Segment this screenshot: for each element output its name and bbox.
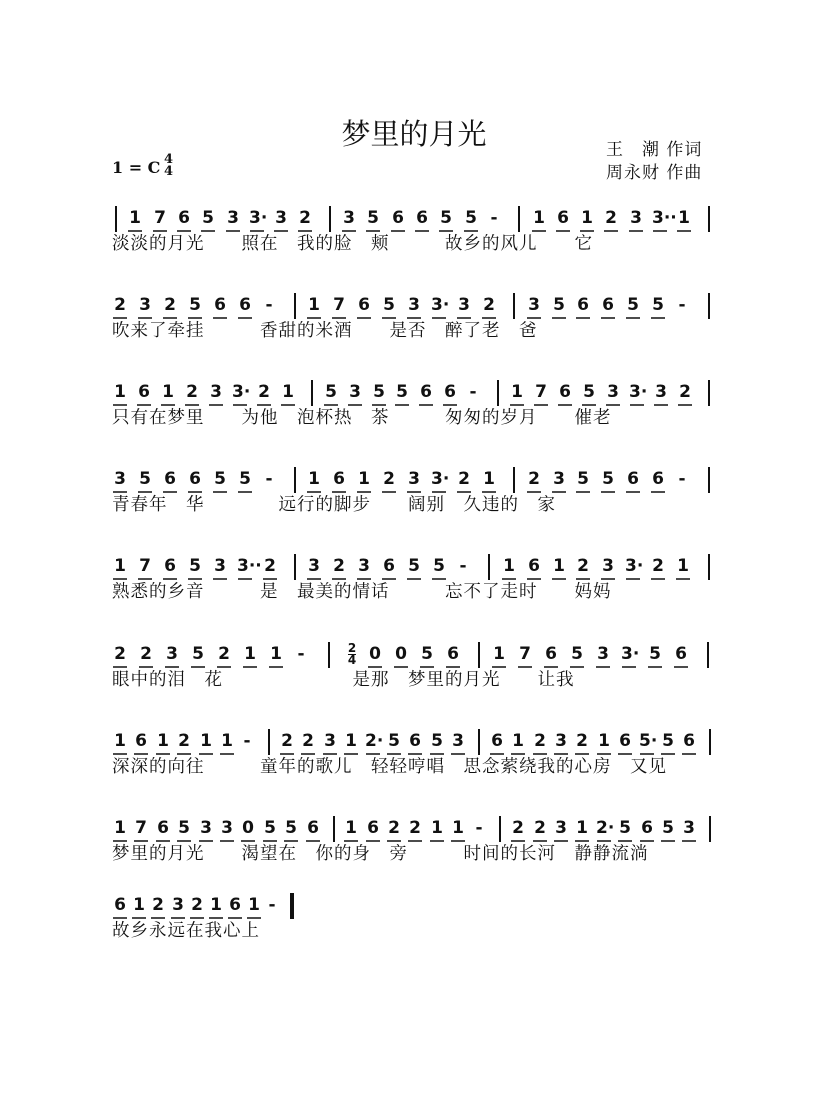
note: 2 xyxy=(576,731,588,751)
note: 2 xyxy=(114,295,126,315)
key-signature: 1 = C xyxy=(112,158,161,177)
note: 3 xyxy=(210,382,222,402)
note: 3· xyxy=(431,295,450,315)
note: 3 xyxy=(214,556,226,576)
note: 3 xyxy=(602,556,614,576)
note: 3· xyxy=(625,556,644,576)
note: 3 xyxy=(308,556,320,576)
note: 5 xyxy=(421,644,433,664)
note: 3 xyxy=(324,731,336,751)
note: 1 xyxy=(533,208,545,228)
note: 1 xyxy=(345,818,357,838)
barline xyxy=(268,729,270,755)
note: 3 xyxy=(358,556,370,576)
final-barline xyxy=(290,893,294,919)
note: 6 xyxy=(239,295,251,315)
note: 5 xyxy=(627,295,639,315)
note: 6 xyxy=(545,644,557,664)
note: 5 xyxy=(396,382,408,402)
note: 6 xyxy=(420,382,432,402)
note: 6 xyxy=(307,818,319,838)
lyrics-row: 深深的向往 童年的歌儿 轻轻哼唱 思念萦绕我的心房 又见 xyxy=(112,757,667,777)
note: 0 xyxy=(395,644,407,664)
note: 6 xyxy=(164,469,176,489)
note: 3 xyxy=(349,382,361,402)
note: 3 xyxy=(683,818,695,838)
note: 1 xyxy=(200,731,212,751)
note: 1 xyxy=(576,818,588,838)
barline xyxy=(707,642,709,668)
song-title: 梦里的月光 xyxy=(341,117,487,151)
note: 5 xyxy=(408,556,420,576)
note: 2 xyxy=(512,818,524,838)
note: 2 xyxy=(281,731,293,751)
note: 3· xyxy=(431,469,450,489)
note: 1 xyxy=(598,731,610,751)
note: 5 xyxy=(192,644,204,664)
lyricist-credit: 王 潮 作词 xyxy=(606,140,703,160)
inline-time-signature: 2 4 xyxy=(347,641,357,667)
lyrics-row: 青春年 华 远行的脚步 阔别 久违的 家 xyxy=(112,495,556,515)
barline xyxy=(294,554,296,580)
score-line xyxy=(0,459,828,537)
note: 5 xyxy=(433,556,445,576)
score-line xyxy=(0,285,828,363)
note: 7 xyxy=(519,644,531,664)
barline xyxy=(478,729,480,755)
note: 2 xyxy=(114,644,126,664)
note: 6 xyxy=(189,469,201,489)
dash-hold: - xyxy=(490,208,498,228)
dash-hold: - xyxy=(265,295,273,315)
barline xyxy=(708,380,710,406)
meter-bottom: 4 xyxy=(164,164,174,179)
note: 6 xyxy=(358,295,370,315)
note: 6 xyxy=(602,295,614,315)
note: 6 xyxy=(135,731,147,751)
dash-hold: - xyxy=(243,731,251,751)
note: 5 xyxy=(662,731,674,751)
barline xyxy=(478,642,480,668)
note: 2 xyxy=(458,469,470,489)
lyrics-row: 淡淡的月光 照在 我的脸 颊 故乡的风儿 它 xyxy=(112,234,593,254)
note: 2 xyxy=(186,382,198,402)
barline xyxy=(497,380,499,406)
note: 2· xyxy=(365,731,384,751)
note: 6 xyxy=(641,818,653,838)
note: 5 xyxy=(373,382,385,402)
note: 3 xyxy=(221,818,233,838)
note: 5 xyxy=(189,556,201,576)
note: 2 xyxy=(388,818,400,838)
note: 1 xyxy=(210,895,222,915)
lyrics-row: 眼中的泪 花 是那 梦里的月光 让我 xyxy=(112,670,575,690)
note: 1 xyxy=(244,644,256,664)
barline xyxy=(329,206,331,232)
note: 2 xyxy=(164,295,176,315)
note: 2 xyxy=(152,895,164,915)
note: 1 xyxy=(114,382,126,402)
note: 2 xyxy=(605,208,617,228)
note: 0 xyxy=(242,818,254,838)
note: 1 xyxy=(114,731,126,751)
note: 7 xyxy=(535,382,547,402)
note: 5 xyxy=(652,295,664,315)
barline xyxy=(294,293,296,319)
note: 6 xyxy=(178,208,190,228)
note: 2 xyxy=(140,644,152,664)
barline xyxy=(311,380,313,406)
note: 7 xyxy=(154,208,166,228)
note: 1 xyxy=(162,382,174,402)
note: 1 xyxy=(282,382,294,402)
barline xyxy=(328,642,330,668)
note: 3 xyxy=(343,208,355,228)
note: 6 xyxy=(683,731,695,751)
score-line xyxy=(0,546,828,624)
note: 5 xyxy=(325,382,337,402)
note: 2 xyxy=(528,469,540,489)
dash-hold: - xyxy=(678,469,686,489)
note: 3· xyxy=(232,382,251,402)
note: 1 xyxy=(129,208,141,228)
note: 6 xyxy=(557,208,569,228)
note: 7 xyxy=(135,818,147,838)
note: 3· xyxy=(621,644,640,664)
note: 5 xyxy=(367,208,379,228)
note: 1 xyxy=(157,731,169,751)
note: 2 xyxy=(218,644,230,664)
note: 2 xyxy=(383,469,395,489)
note: 7 xyxy=(139,556,151,576)
note: 6 xyxy=(416,208,428,228)
note: 7 xyxy=(333,295,345,315)
note: 5 xyxy=(553,295,565,315)
note: 6 xyxy=(675,644,687,664)
note: 6 xyxy=(619,731,631,751)
meter-top: 4 xyxy=(164,152,174,167)
time-signature xyxy=(164,154,173,178)
score-line xyxy=(0,198,828,276)
note: 3· xyxy=(629,382,648,402)
barline xyxy=(708,467,710,493)
note: 5 xyxy=(619,818,631,838)
note: 5 xyxy=(662,818,674,838)
note: 5 xyxy=(577,469,589,489)
note: 5 xyxy=(189,295,201,315)
note: 1 xyxy=(114,818,126,838)
note: 1 xyxy=(133,895,145,915)
note: 2 xyxy=(577,556,589,576)
note: 3 xyxy=(172,895,184,915)
note: 1 xyxy=(221,731,233,751)
note: 1 xyxy=(431,818,443,838)
note: 1 xyxy=(677,556,689,576)
composer-credit: 周永财 作曲 xyxy=(606,163,703,183)
note: 5 xyxy=(440,208,452,228)
note: 3 xyxy=(458,295,470,315)
note: 5 xyxy=(264,818,276,838)
barline xyxy=(333,816,335,842)
note: 5 xyxy=(202,208,214,228)
note: 3· xyxy=(249,208,268,228)
dash-hold: - xyxy=(469,382,477,402)
note: 3 xyxy=(139,295,151,315)
lyrics-row: 吹来了牵挂 香甜的米酒 是否 醉了老 爸 xyxy=(112,321,538,341)
barline xyxy=(518,206,520,232)
note: 2 xyxy=(264,556,276,576)
note: 6 xyxy=(114,895,126,915)
barline xyxy=(513,467,515,493)
barline xyxy=(708,293,710,319)
note: 5 xyxy=(139,469,151,489)
note: 1 xyxy=(511,382,523,402)
note: 1 xyxy=(248,895,260,915)
note: 6 xyxy=(447,644,459,664)
note: 2 xyxy=(679,382,691,402)
note: 1 xyxy=(270,644,282,664)
note: 1 xyxy=(581,208,593,228)
note: 6 xyxy=(229,895,241,915)
note: 6 xyxy=(652,469,664,489)
note: 3 xyxy=(275,208,287,228)
note: 3 xyxy=(630,208,642,228)
note: 5 xyxy=(649,644,661,664)
note: 6 xyxy=(559,382,571,402)
note: 5 xyxy=(214,469,226,489)
note: 2 xyxy=(299,208,311,228)
note: 6 xyxy=(627,469,639,489)
note: 3 xyxy=(227,208,239,228)
note: 3 xyxy=(607,382,619,402)
note: 6 xyxy=(409,731,421,751)
note: 5 xyxy=(465,208,477,228)
lyrics-row: 梦里的月光 渴望在 你的身 旁 时间的长河 静静流淌 xyxy=(112,844,649,864)
score-line xyxy=(0,721,828,799)
note: 5 xyxy=(431,731,443,751)
note: 6 xyxy=(577,295,589,315)
note: 3 xyxy=(528,295,540,315)
barline xyxy=(294,467,296,493)
note: 3 xyxy=(452,731,464,751)
note: 5 xyxy=(383,295,395,315)
note: 6 xyxy=(383,556,395,576)
note: 2 xyxy=(534,731,546,751)
note: 1 xyxy=(308,295,320,315)
note: 3 xyxy=(553,469,565,489)
barline xyxy=(115,206,117,232)
note: 3 xyxy=(200,818,212,838)
note: 3 xyxy=(114,469,126,489)
barline xyxy=(709,816,711,842)
dash-hold: - xyxy=(297,644,305,664)
note: 1 xyxy=(483,469,495,489)
score-line xyxy=(0,372,828,450)
note: 6 xyxy=(444,382,456,402)
note: 1 xyxy=(512,731,524,751)
note: 6 xyxy=(333,469,345,489)
note: 3 xyxy=(555,818,567,838)
dash-hold: - xyxy=(459,556,467,576)
note: 5 xyxy=(571,644,583,664)
note: 6 xyxy=(157,818,169,838)
note: 1 xyxy=(503,556,515,576)
note: 3·· xyxy=(237,556,262,576)
barline xyxy=(513,293,515,319)
note: 5 xyxy=(602,469,614,489)
dash-hold: - xyxy=(268,895,276,915)
note: 5 xyxy=(239,469,251,489)
note: 1 xyxy=(345,731,357,751)
note: 1 xyxy=(452,818,464,838)
lyrics-row: 熟悉的乡音 是 最美的情话 忘不了走时 妈妈 xyxy=(112,582,612,602)
note: 2 xyxy=(409,818,421,838)
barline xyxy=(499,816,501,842)
note: 3 xyxy=(655,382,667,402)
note: 2· xyxy=(596,818,615,838)
barline xyxy=(708,554,710,580)
note: 3 xyxy=(166,644,178,664)
lyrics-row: 只有在梦里 为他 泡杯热 茶 匆匆的岁月 催老 xyxy=(112,408,612,428)
score-line xyxy=(0,808,828,886)
lyrics-row: 故乡永远在我心上 xyxy=(112,921,260,941)
barline xyxy=(709,729,711,755)
score-line xyxy=(0,885,828,963)
note: 2 xyxy=(333,556,345,576)
note: 2 xyxy=(302,731,314,751)
note: 1 xyxy=(553,556,565,576)
note: 2 xyxy=(178,731,190,751)
note: 5· xyxy=(639,731,658,751)
note: 3 xyxy=(408,295,420,315)
score-line xyxy=(0,634,828,712)
dash-hold: - xyxy=(265,469,273,489)
note: 2 xyxy=(483,295,495,315)
note: 6 xyxy=(491,731,503,751)
note: 2 xyxy=(258,382,270,402)
note: 2 xyxy=(534,818,546,838)
note: 0 xyxy=(369,644,381,664)
dash-hold: - xyxy=(678,295,686,315)
note: 6 xyxy=(138,382,150,402)
note: 1 xyxy=(114,556,126,576)
note: 6 xyxy=(214,295,226,315)
note: 6 xyxy=(164,556,176,576)
note: 5 xyxy=(178,818,190,838)
note: 6 xyxy=(528,556,540,576)
note: 5 xyxy=(583,382,595,402)
note: 6 xyxy=(367,818,379,838)
barline xyxy=(488,554,490,580)
note: 3 xyxy=(408,469,420,489)
note: 1 xyxy=(358,469,370,489)
note: 6 xyxy=(392,208,404,228)
barline xyxy=(708,206,710,232)
note: 2 xyxy=(652,556,664,576)
dash-hold: - xyxy=(475,818,483,838)
note: 3 xyxy=(555,731,567,751)
note: 2 xyxy=(191,895,203,915)
note: 1 xyxy=(678,208,690,228)
note: 5 xyxy=(285,818,297,838)
note: 5 xyxy=(388,731,400,751)
note: 1 xyxy=(308,469,320,489)
note: 3 xyxy=(597,644,609,664)
note: 1 xyxy=(493,644,505,664)
note: 3·· xyxy=(652,208,677,228)
